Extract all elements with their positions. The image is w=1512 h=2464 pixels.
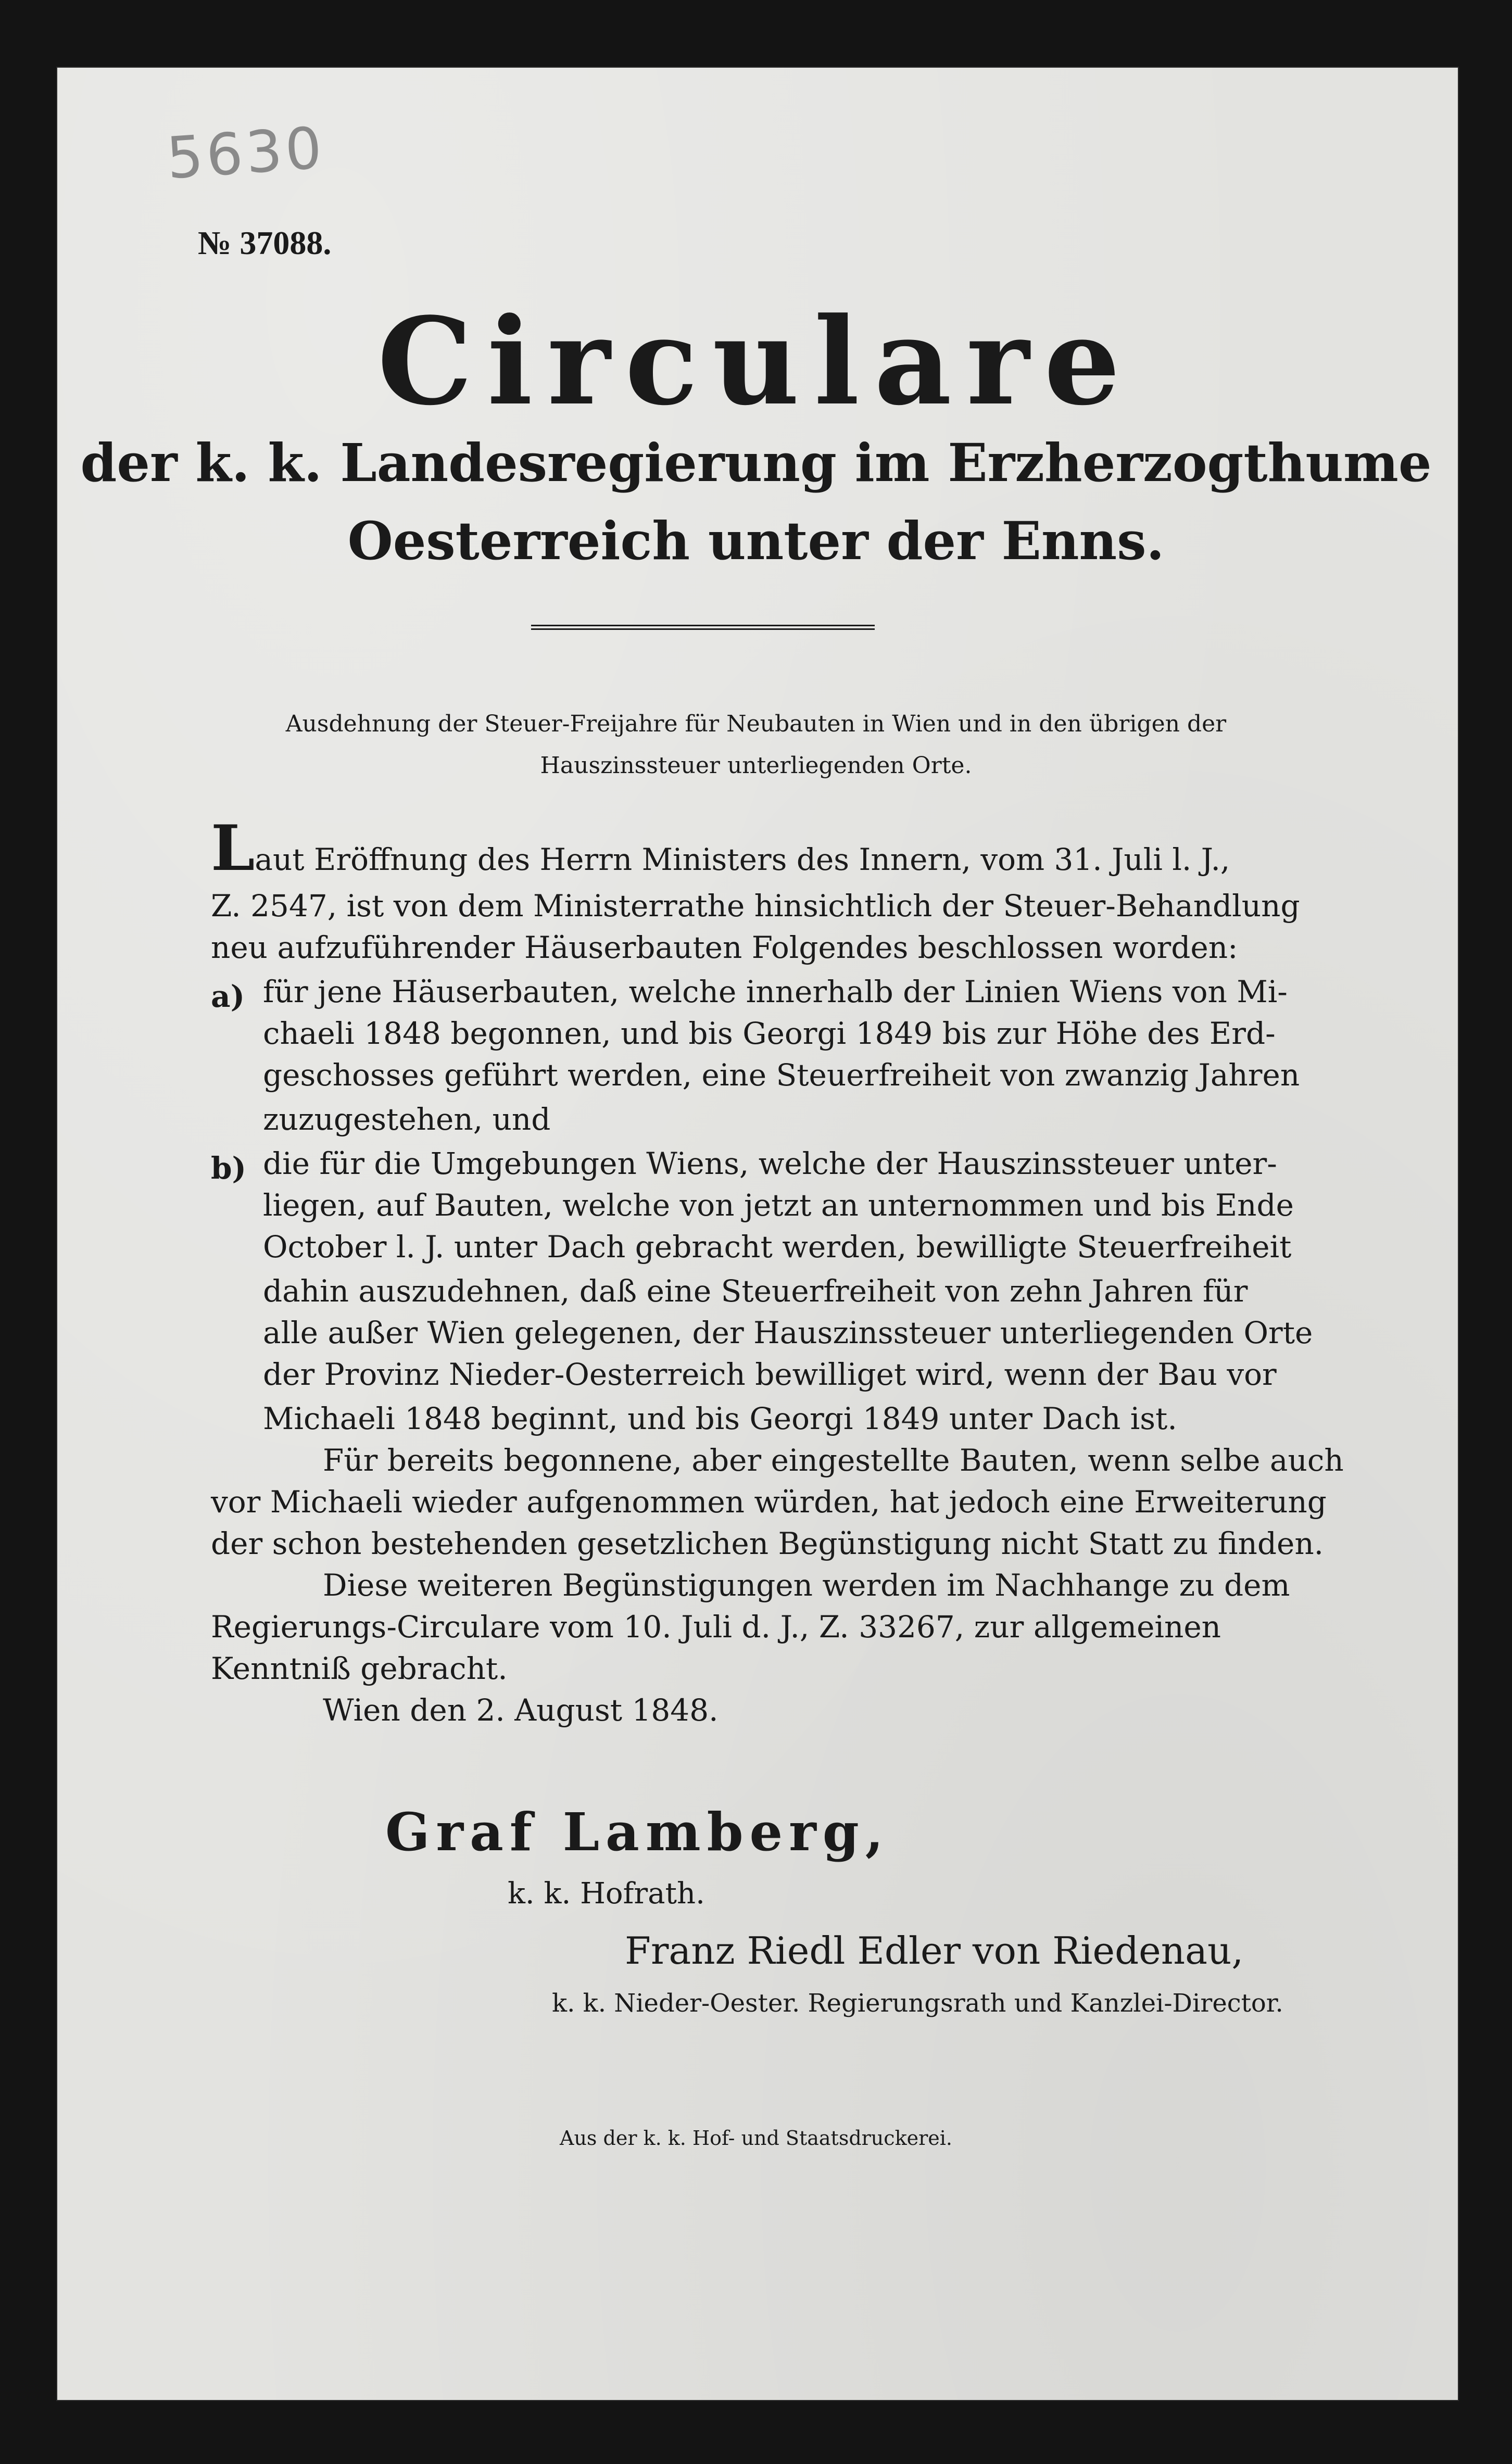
para3-line-3: Kenntniß gebracht.: [211, 1651, 508, 1686]
intro-line-1-text: aut Eröffnung des Herrn Ministers des Innern, vom 31. Juli l. J.,: [255, 842, 1230, 877]
para2-line-3: der schon bestehenden gesetzlichen Begünstigung nicht Statt zu finden.: [211, 1526, 1324, 1561]
para2-line-2: vor Michaeli wieder aufgenommen würden, hat jedoch eine Erweiterung: [211, 1484, 1327, 1520]
subject-line-2: Hauszinssteuer unterliegenden Orte.: [540, 752, 972, 779]
drop-cap: L: [211, 812, 255, 885]
item-b-line-6: der Provinz Nieder-Oesterreich bewilliget wird, wenn der Bau vor: [263, 1357, 1277, 1392]
signatory-2-name: Franz Riedl Edler von Riedenau,: [625, 1929, 1244, 1973]
item-a-line-2: chaeli 1848 begonnen, und bis Georgi 1849 bis zur Höhe des Erd-: [263, 1016, 1276, 1051]
para3-line-1: Diese weiteren Begünstigungen werden im Nachhange zu dem: [323, 1568, 1290, 1603]
document-number: № 37088.: [198, 224, 332, 261]
item-a-line-3: geschosses geführt werden, eine Steuerfreiheit von zwanzig Jahren: [263, 1057, 1300, 1093]
intro-line-1: [211, 812, 1230, 885]
signatory-2-title: k. k. Nieder-Oester. Regierungsrath und Kanzlei-Director.: [552, 1989, 1283, 2018]
para3-line-2: Regierungs-Circulare vom 10. Juli d. J., Z. 33267, zur allgemeinen: [211, 1609, 1221, 1645]
subject-line-1: Ausdehnung der Steuer-Freijahre für Neubauten in Wien und in den übrigen der: [285, 711, 1227, 737]
document-title: Circulare: [377, 292, 1135, 432]
item-b-line-7: Michaeli 1848 beginnt, und bis Georgi 1849 unter Dach ist.: [263, 1401, 1177, 1436]
item-b-line-5: alle außer Wien gelegenen, der Hauszinssteuer unterliegenden Orte: [263, 1315, 1313, 1350]
item-a-line-4: zuzugestehen, und: [263, 1102, 551, 1137]
list-marker-b: b): [211, 1151, 246, 1186]
divider-rule: [531, 625, 875, 630]
archive-pencil-mark: 5630: [164, 114, 327, 192]
list-marker-a: a): [211, 979, 245, 1014]
signatory-1-name: Graf Lamberg,: [385, 1801, 890, 1863]
item-b-line-4: dahin auszudehnen, daß eine Steuerfreiheit von zehn Jahren für: [263, 1273, 1248, 1309]
subtitle-line-2: Oesterreich unter der Enns.: [347, 510, 1165, 572]
intro-line-2: Z. 2547, ist von dem Ministerrathe hinsichtlich der Steuer-Behandlung: [211, 888, 1300, 924]
date-line: Wien den 2. August 1848.: [323, 1692, 719, 1728]
printer-imprint: Aus der k. k. Hof- und Staatsdruckerei.: [560, 2127, 952, 2150]
subtitle-line-1: der k. k. Landesregierung im Erzherzogthume: [80, 432, 1432, 494]
item-a-line-1: für jene Häuserbauten, welche innerhalb der Linien Wiens von Mi-: [263, 974, 1288, 1009]
para2-line-1: Für bereits begonnene, aber eingestellte Bauten, wenn selbe auch: [323, 1443, 1344, 1478]
item-b-line-2: liegen, auf Bauten, welche von jetzt an unternommen und bis Ende: [263, 1187, 1294, 1223]
intro-line-3: neu aufzuführender Häuserbauten Folgendes beschlossen worden:: [211, 930, 1238, 965]
item-b-line-1: die für die Umgebungen Wiens, welche der Hauszinssteuer unter-: [263, 1146, 1277, 1181]
item-b-line-3: October l. J. unter Dach gebracht werden, bewilligte Steuerfreiheit: [263, 1229, 1292, 1265]
signatory-1-title: k. k. Hofrath.: [508, 1877, 705, 1911]
